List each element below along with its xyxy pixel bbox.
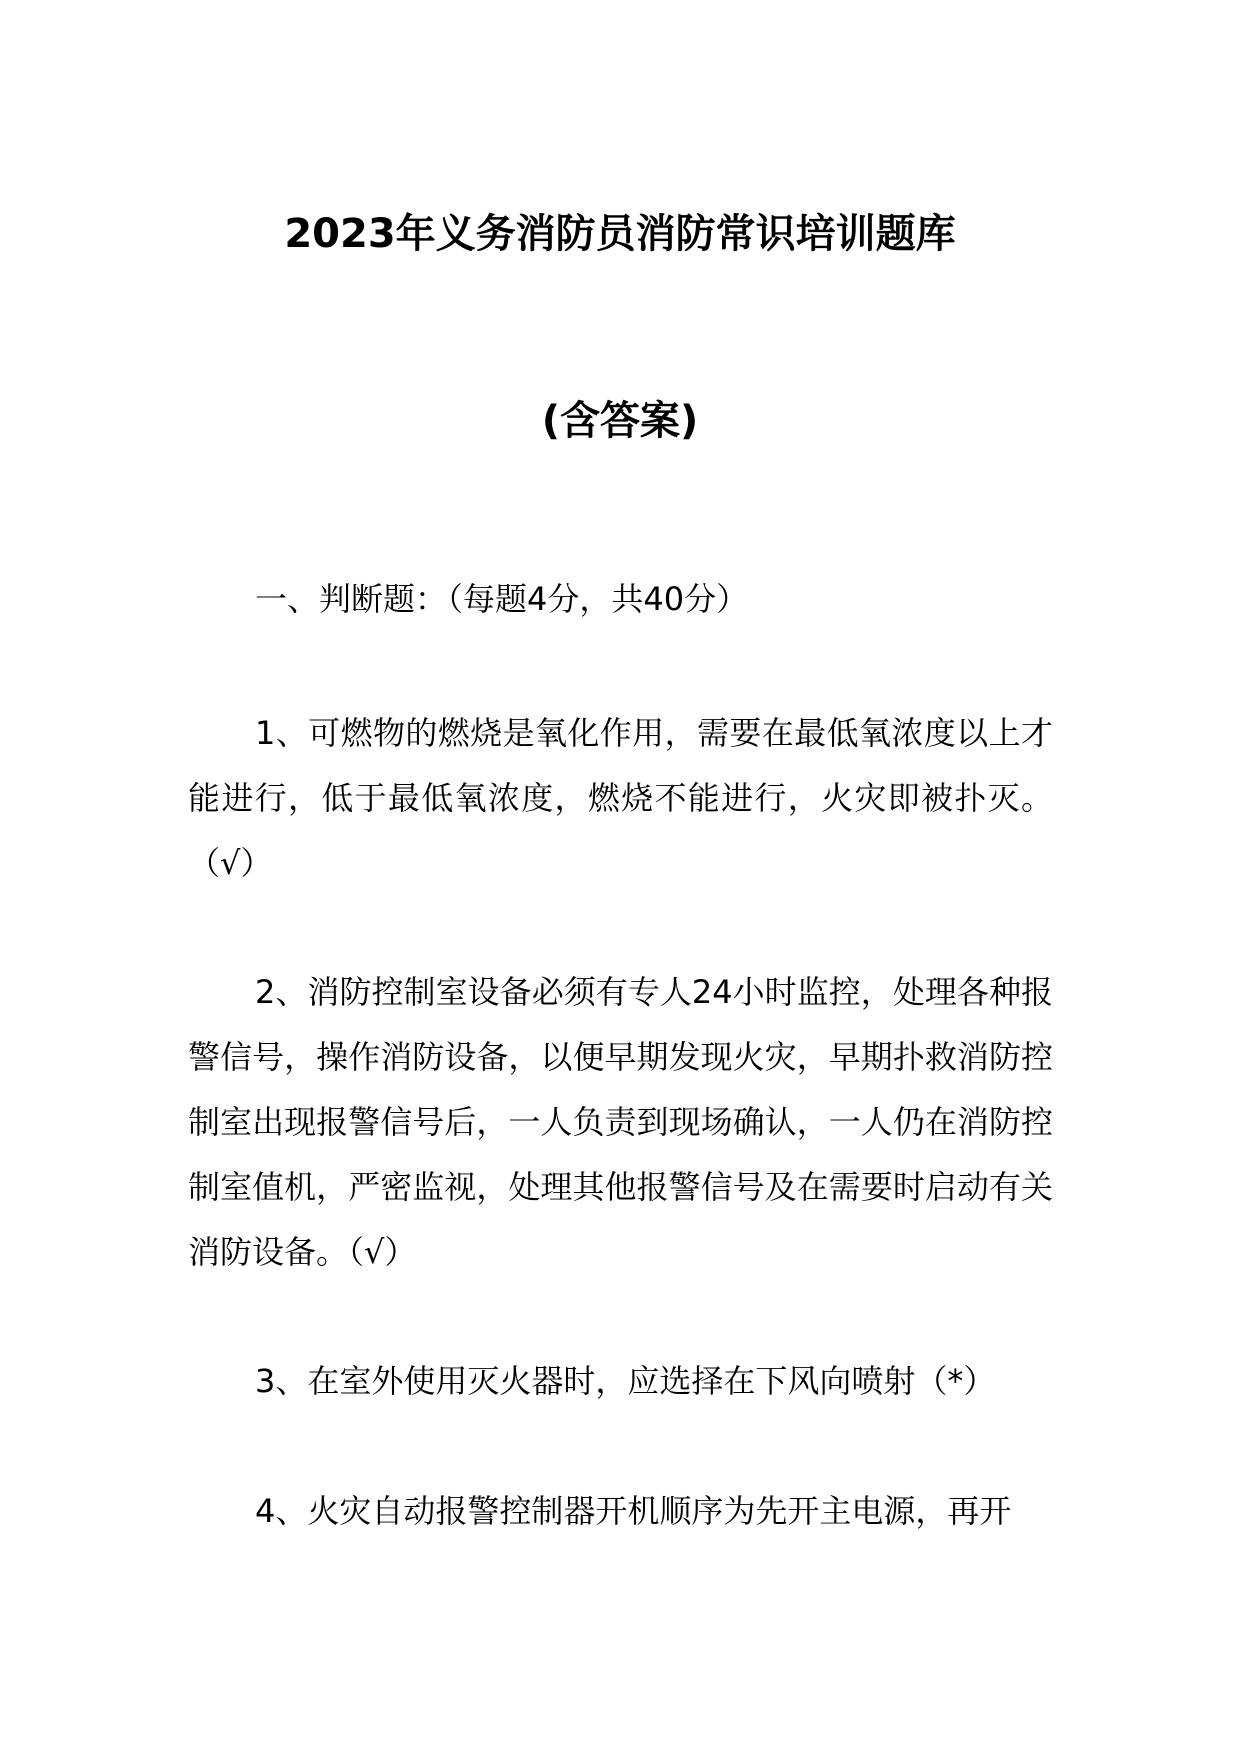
document-subtitle: (含答案) xyxy=(541,398,699,444)
document-title: 2023年义务消防员消防常识培训题库 xyxy=(284,211,956,257)
question-3: 3、在室外使用灭火器时，应选择在下风向喷射（*） xyxy=(255,1362,996,1400)
section-heading: 一、判断题：（每题4分，共40分） xyxy=(255,580,749,618)
question-2: 2、消防控制室设备必须有专人24小时监控，处理各种报警信号，操作消防设备，以便早期发现火灾，早期扑救消防控制室出现报警信号后，一人负责到现场确认，一人仍在消防控制室值机，严密监视，处理其他报警信号及在需要时启动有关消防设备。（√） xyxy=(188,973,1053,1271)
question-4: 4、火灾自动报警控制器开机顺序为先开主电源，再开 xyxy=(255,1492,1012,1530)
question-1: 1、可燃物的燃烧是氧化作用，需要在最低氧浓度以上才能进行，低于最低氧浓度，燃烧不能进行，火灾即被扑灭。（√） xyxy=(188,714,1053,882)
